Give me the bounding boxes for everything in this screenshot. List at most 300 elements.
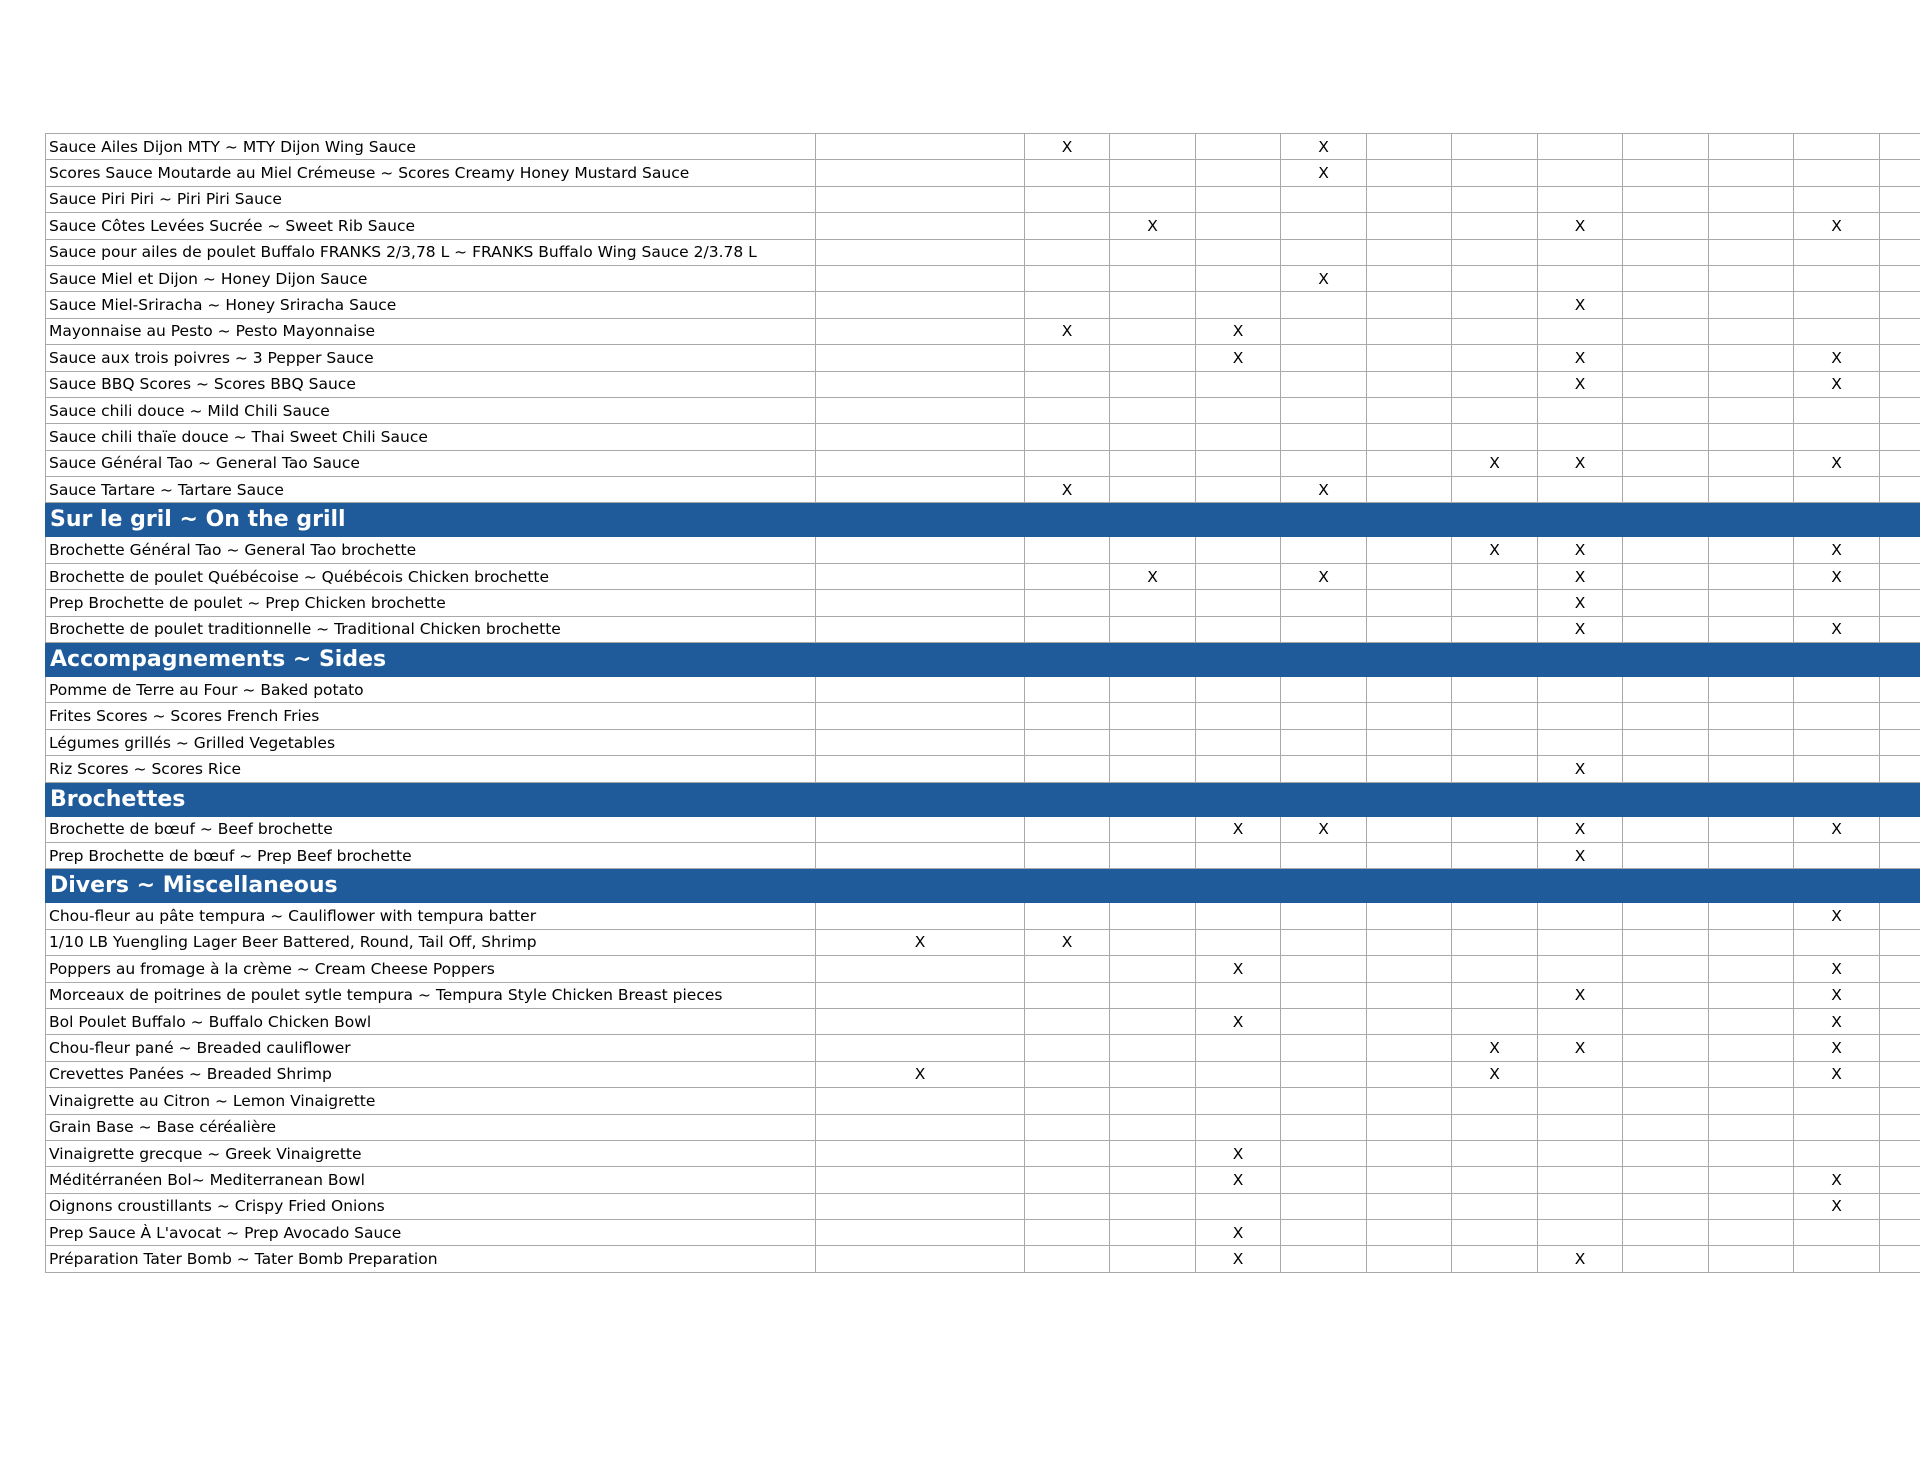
mark-cell <box>1794 1140 1880 1166</box>
mark-cell <box>1709 703 1794 729</box>
item-name-cell: Sauce Miel-Sriracha ~ Honey Sriracha Sauce <box>46 292 816 318</box>
mark-cell <box>1709 1246 1794 1272</box>
mark-cell <box>1452 1008 1538 1034</box>
mark-cell <box>1709 677 1794 703</box>
mark-cell <box>1794 677 1880 703</box>
mark-cell: X <box>1452 1061 1538 1087</box>
mark-cell <box>1281 616 1367 642</box>
mark-cell: X <box>816 1061 1025 1087</box>
mark-cell <box>1452 982 1538 1008</box>
mark-cell <box>1538 903 1623 929</box>
mark-cell <box>1538 956 1623 982</box>
mark-cell: X <box>1538 756 1623 782</box>
mark-cell <box>1623 1008 1709 1034</box>
item-name-cell: Vinaigrette grecque ~ Greek Vinaigrette <box>46 1140 816 1166</box>
mark-cell <box>1110 371 1196 397</box>
mark-cell <box>1367 1114 1452 1140</box>
mark-cell: X <box>1025 477 1110 503</box>
mark-cell: X <box>1281 265 1367 291</box>
mark-cell <box>1880 616 1920 642</box>
item-name-cell: 1/10 LB Yuengling Lager Beer Battered, Round, Tail Off, Shrimp <box>46 929 816 955</box>
mark-cell <box>816 1088 1025 1114</box>
mark-cell <box>1367 1008 1452 1034</box>
mark-cell: X <box>1196 1246 1281 1272</box>
mark-cell <box>1880 842 1920 868</box>
table-row <box>46 1246 1920 1272</box>
mark-cell <box>1281 842 1367 868</box>
mark-cell <box>1709 292 1794 318</box>
item-name-cell: Sauce Général Tao ~ General Tao Sauce <box>46 450 816 476</box>
mark-cell: X <box>1025 318 1110 344</box>
mark-cell <box>1709 160 1794 186</box>
mark-cell: X <box>1794 345 1880 371</box>
item-name-cell: Sauce chili douce ~ Mild Chili Sauce <box>46 397 816 423</box>
mark-cell: X <box>1794 816 1880 842</box>
mark-cell <box>1623 134 1709 160</box>
mark-cell <box>1794 239 1880 265</box>
mark-cell <box>1025 903 1110 929</box>
mark-cell <box>1025 424 1110 450</box>
mark-cell <box>1281 677 1367 703</box>
mark-cell <box>816 397 1025 423</box>
table-row <box>46 1035 1920 1061</box>
mark-cell <box>1196 756 1281 782</box>
mark-cell <box>1452 590 1538 616</box>
mark-cell <box>1623 371 1709 397</box>
mark-cell <box>1367 756 1452 782</box>
mark-cell: X <box>1196 956 1281 982</box>
mark-cell: X <box>1794 616 1880 642</box>
section-header-row <box>46 782 1920 816</box>
mark-cell <box>1623 160 1709 186</box>
mark-cell <box>1110 537 1196 563</box>
mark-cell <box>1623 450 1709 476</box>
mark-cell <box>1110 590 1196 616</box>
mark-cell <box>1880 345 1920 371</box>
mark-cell <box>1110 160 1196 186</box>
mark-cell: X <box>1196 345 1281 371</box>
mark-cell <box>1196 424 1281 450</box>
item-name-cell: Chou-fleur au pâte tempura ~ Cauliflower with tempura batter <box>46 903 816 929</box>
mark-cell <box>1709 1167 1794 1193</box>
allergen-sheet <box>45 133 1920 1273</box>
mark-cell <box>1623 318 1709 344</box>
mark-cell <box>1880 1088 1920 1114</box>
mark-cell <box>1367 703 1452 729</box>
mark-cell <box>1880 213 1920 239</box>
table-row <box>46 616 1920 642</box>
item-name-cell: Sauce chili thaïe douce ~ Thai Sweet Chili Sauce <box>46 424 816 450</box>
mark-cell <box>1538 1061 1623 1087</box>
mark-cell <box>1196 265 1281 291</box>
mark-cell <box>1196 842 1281 868</box>
mark-cell: X <box>1025 134 1110 160</box>
mark-cell <box>1623 292 1709 318</box>
table-row <box>46 1193 1920 1219</box>
mark-cell <box>1025 450 1110 476</box>
mark-cell <box>1880 929 1920 955</box>
item-name-cell: Légumes grillés ~ Grilled Vegetables <box>46 729 816 755</box>
mark-cell <box>1281 903 1367 929</box>
mark-cell <box>1623 1061 1709 1087</box>
mark-cell <box>1367 842 1452 868</box>
mark-cell <box>816 1167 1025 1193</box>
mark-cell <box>1196 563 1281 589</box>
mark-cell: X <box>1110 213 1196 239</box>
mark-cell: X <box>1281 816 1367 842</box>
mark-cell <box>1025 1035 1110 1061</box>
mark-cell <box>1452 1140 1538 1166</box>
mark-cell: X <box>1794 982 1880 1008</box>
mark-cell <box>1367 213 1452 239</box>
mark-cell: X <box>1794 563 1880 589</box>
table-row <box>46 1008 1920 1034</box>
mark-cell <box>1623 903 1709 929</box>
mark-cell <box>1110 616 1196 642</box>
mark-cell <box>1623 616 1709 642</box>
mark-cell <box>1623 1035 1709 1061</box>
mark-cell <box>816 1114 1025 1140</box>
table-row <box>46 1167 1920 1193</box>
mark-cell <box>1538 1193 1623 1219</box>
mark-cell <box>1281 397 1367 423</box>
mark-cell <box>1623 345 1709 371</box>
item-name-cell: Bol Poulet Buffalo ~ Buffalo Chicken Bowl <box>46 1008 816 1034</box>
mark-cell <box>1623 729 1709 755</box>
mark-cell <box>1367 816 1452 842</box>
mark-cell <box>1623 1220 1709 1246</box>
mark-cell <box>1880 816 1920 842</box>
mark-cell: X <box>1538 590 1623 616</box>
mark-cell <box>1794 1088 1880 1114</box>
mark-cell <box>1623 677 1709 703</box>
mark-cell <box>1709 424 1794 450</box>
item-name-cell: Préparation Tater Bomb ~ Tater Bomb Preparation <box>46 1246 816 1272</box>
item-name-cell: Scores Sauce Moutarde au Miel Crémeuse ~ Scores Creamy Honey Mustard Sauce <box>46 160 816 186</box>
mark-cell <box>1281 537 1367 563</box>
mark-cell <box>1452 213 1538 239</box>
table-row <box>46 450 1920 476</box>
mark-cell <box>1623 816 1709 842</box>
mark-cell <box>1794 160 1880 186</box>
table-row <box>46 1061 1920 1087</box>
mark-cell <box>1452 1193 1538 1219</box>
item-name-cell: Brochette de poulet Québécoise ~ Québécois Chicken brochette <box>46 563 816 589</box>
table-row <box>46 590 1920 616</box>
mark-cell: X <box>1452 537 1538 563</box>
mark-cell <box>1281 186 1367 212</box>
mark-cell <box>1538 929 1623 955</box>
mark-cell: X <box>1538 345 1623 371</box>
mark-cell <box>1452 756 1538 782</box>
mark-cell <box>1367 590 1452 616</box>
table-row <box>46 929 1920 955</box>
mark-cell: X <box>1196 318 1281 344</box>
table-row <box>46 1220 1920 1246</box>
mark-cell <box>1025 1140 1110 1166</box>
mark-cell <box>1452 929 1538 955</box>
mark-cell <box>1281 1246 1367 1272</box>
mark-cell <box>1452 616 1538 642</box>
mark-cell <box>1110 292 1196 318</box>
mark-cell <box>1025 397 1110 423</box>
mark-cell <box>1709 1114 1794 1140</box>
mark-cell <box>1880 703 1920 729</box>
table-row <box>46 956 1920 982</box>
mark-cell <box>1709 1088 1794 1114</box>
mark-cell <box>1281 1061 1367 1087</box>
mark-cell <box>1623 1246 1709 1272</box>
mark-cell <box>816 956 1025 982</box>
mark-cell <box>1110 1220 1196 1246</box>
mark-cell: X <box>816 929 1025 955</box>
mark-cell <box>1452 956 1538 982</box>
mark-cell <box>1196 186 1281 212</box>
mark-cell <box>1452 1167 1538 1193</box>
mark-cell <box>1025 239 1110 265</box>
mark-cell <box>1367 477 1452 503</box>
mark-cell <box>1110 1008 1196 1034</box>
mark-cell <box>1880 1220 1920 1246</box>
mark-cell <box>816 703 1025 729</box>
table-row <box>46 677 1920 703</box>
section-header-row <box>46 643 1920 677</box>
table-row <box>46 563 1920 589</box>
mark-cell <box>1880 186 1920 212</box>
mark-cell: X <box>1281 134 1367 160</box>
mark-cell <box>1452 371 1538 397</box>
mark-cell <box>1196 1114 1281 1140</box>
table-row <box>46 345 1920 371</box>
mark-cell <box>816 563 1025 589</box>
mark-cell <box>1880 1246 1920 1272</box>
mark-cell <box>1623 956 1709 982</box>
item-name-cell: Oignons croustillants ~ Crispy Fried Onions <box>46 1193 816 1219</box>
mark-cell <box>1452 397 1538 423</box>
mark-cell <box>1367 982 1452 1008</box>
mark-cell <box>816 477 1025 503</box>
mark-cell <box>1709 186 1794 212</box>
mark-cell <box>1794 265 1880 291</box>
mark-cell <box>1196 1035 1281 1061</box>
mark-cell <box>1196 239 1281 265</box>
mark-cell <box>1367 239 1452 265</box>
mark-cell <box>1025 590 1110 616</box>
mark-cell <box>1623 265 1709 291</box>
mark-cell <box>1367 1035 1452 1061</box>
mark-cell <box>1452 160 1538 186</box>
mark-cell <box>1110 424 1196 450</box>
item-name-cell: Vinaigrette au Citron ~ Lemon Vinaigrette <box>46 1088 816 1114</box>
mark-cell <box>1880 1167 1920 1193</box>
mark-cell <box>1794 292 1880 318</box>
mark-cell <box>1110 729 1196 755</box>
mark-cell <box>1367 1167 1452 1193</box>
mark-cell <box>1025 213 1110 239</box>
mark-cell <box>1281 371 1367 397</box>
mark-cell <box>1281 1088 1367 1114</box>
mark-cell <box>1367 186 1452 212</box>
mark-cell <box>1623 1114 1709 1140</box>
mark-cell <box>1880 537 1920 563</box>
mark-cell <box>1623 1140 1709 1166</box>
mark-cell <box>1025 842 1110 868</box>
mark-cell <box>1538 186 1623 212</box>
mark-cell <box>1709 134 1794 160</box>
mark-cell <box>1110 1061 1196 1087</box>
mark-cell <box>1794 424 1880 450</box>
table-row <box>46 1140 1920 1166</box>
mark-cell <box>816 134 1025 160</box>
mark-cell <box>1281 1193 1367 1219</box>
mark-cell <box>1367 929 1452 955</box>
mark-cell <box>1025 345 1110 371</box>
mark-cell <box>816 677 1025 703</box>
mark-cell <box>1110 186 1196 212</box>
mark-cell <box>1623 756 1709 782</box>
mark-cell <box>1538 1167 1623 1193</box>
mark-cell <box>1452 842 1538 868</box>
item-name-cell: Crevettes Panées ~ Breaded Shrimp <box>46 1061 816 1087</box>
item-name-cell: Méditérranéen Bol~ Mediterranean Bowl <box>46 1167 816 1193</box>
mark-cell <box>1281 1167 1367 1193</box>
mark-cell <box>1025 1246 1110 1272</box>
mark-cell <box>1196 213 1281 239</box>
mark-cell: X <box>1794 956 1880 982</box>
mark-cell <box>1281 1114 1367 1140</box>
mark-cell <box>1452 318 1538 344</box>
mark-cell <box>1538 1114 1623 1140</box>
section-title: Brochettes <box>46 782 1920 816</box>
mark-cell <box>1794 134 1880 160</box>
mark-cell <box>1025 1008 1110 1034</box>
mark-cell <box>816 213 1025 239</box>
mark-cell: X <box>1794 1061 1880 1087</box>
mark-cell <box>1623 703 1709 729</box>
mark-cell <box>1794 477 1880 503</box>
mark-cell <box>1367 265 1452 291</box>
mark-cell <box>1281 1140 1367 1166</box>
mark-cell <box>1709 816 1794 842</box>
table-row <box>46 982 1920 1008</box>
mark-cell <box>1452 1088 1538 1114</box>
mark-cell <box>816 292 1025 318</box>
mark-cell <box>816 1193 1025 1219</box>
mark-cell <box>1110 1246 1196 1272</box>
mark-cell <box>816 756 1025 782</box>
mark-cell: X <box>1538 371 1623 397</box>
mark-cell <box>1794 729 1880 755</box>
mark-cell <box>1538 318 1623 344</box>
mark-cell: X <box>1538 1246 1623 1272</box>
table-row <box>46 729 1920 755</box>
table-row <box>46 756 1920 782</box>
mark-cell <box>816 616 1025 642</box>
mark-cell <box>816 265 1025 291</box>
item-name-cell: Sauce Côtes Levées Sucrée ~ Sweet Rib Sauce <box>46 213 816 239</box>
mark-cell <box>1110 450 1196 476</box>
item-name-cell: Morceaux de poitrines de poulet sytle tempura ~ Tempura Style Chicken Breast pieces <box>46 982 816 1008</box>
mark-cell <box>1538 703 1623 729</box>
mark-cell <box>1110 929 1196 955</box>
allergen-table <box>45 133 1920 1273</box>
mark-cell: X <box>1794 903 1880 929</box>
mark-cell <box>816 424 1025 450</box>
mark-cell <box>816 345 1025 371</box>
table-row <box>46 265 1920 291</box>
mark-cell <box>1025 371 1110 397</box>
item-name-cell: Sauce aux trois poivres ~ 3 Pepper Sauce <box>46 345 816 371</box>
mark-cell <box>1538 424 1623 450</box>
mark-cell <box>1452 677 1538 703</box>
mark-cell <box>1709 318 1794 344</box>
mark-cell <box>1709 1140 1794 1166</box>
mark-cell: X <box>1794 371 1880 397</box>
mark-cell: X <box>1538 816 1623 842</box>
mark-cell <box>1367 956 1452 982</box>
mark-cell <box>1880 729 1920 755</box>
mark-cell <box>1538 1140 1623 1166</box>
mark-cell <box>1367 424 1452 450</box>
mark-cell <box>1452 477 1538 503</box>
mark-cell <box>1281 345 1367 371</box>
mark-cell: X <box>1794 1193 1880 1219</box>
mark-cell <box>1623 397 1709 423</box>
mark-cell <box>1452 424 1538 450</box>
mark-cell <box>1880 239 1920 265</box>
mark-cell <box>1538 1220 1623 1246</box>
mark-cell <box>1110 318 1196 344</box>
mark-cell <box>1452 703 1538 729</box>
mark-cell <box>1452 134 1538 160</box>
mark-cell <box>1025 703 1110 729</box>
table-row <box>46 186 1920 212</box>
mark-cell <box>1196 1061 1281 1087</box>
mark-cell <box>1794 186 1880 212</box>
mark-cell <box>816 239 1025 265</box>
mark-cell <box>1196 160 1281 186</box>
mark-cell <box>1196 590 1281 616</box>
mark-cell <box>1709 371 1794 397</box>
mark-cell: X <box>1538 563 1623 589</box>
mark-cell <box>1110 1088 1196 1114</box>
item-name-cell: Sauce BBQ Scores ~ Scores BBQ Sauce <box>46 371 816 397</box>
mark-cell <box>1538 677 1623 703</box>
mark-cell <box>1623 1193 1709 1219</box>
mark-cell <box>816 1008 1025 1034</box>
mark-cell <box>1110 1035 1196 1061</box>
item-name-cell: Riz Scores ~ Scores Rice <box>46 756 816 782</box>
mark-cell: X <box>1196 1008 1281 1034</box>
mark-cell <box>816 186 1025 212</box>
mark-cell <box>1196 982 1281 1008</box>
mark-cell <box>1110 1167 1196 1193</box>
table-row <box>46 397 1920 423</box>
mark-cell <box>1367 160 1452 186</box>
mark-cell <box>1794 397 1880 423</box>
mark-cell <box>1538 134 1623 160</box>
mark-cell <box>1367 134 1452 160</box>
item-name-cell: Brochette Général Tao ~ General Tao brochette <box>46 537 816 563</box>
mark-cell: X <box>1538 537 1623 563</box>
mark-cell <box>1196 729 1281 755</box>
mark-cell <box>1367 292 1452 318</box>
item-name-cell: Sauce Ailes Dijon MTY ~ MTY Dijon Wing Sauce <box>46 134 816 160</box>
item-name-cell: Frites Scores ~ Scores French Fries <box>46 703 816 729</box>
table-row <box>46 842 1920 868</box>
mark-cell <box>1623 563 1709 589</box>
mark-cell <box>1367 677 1452 703</box>
